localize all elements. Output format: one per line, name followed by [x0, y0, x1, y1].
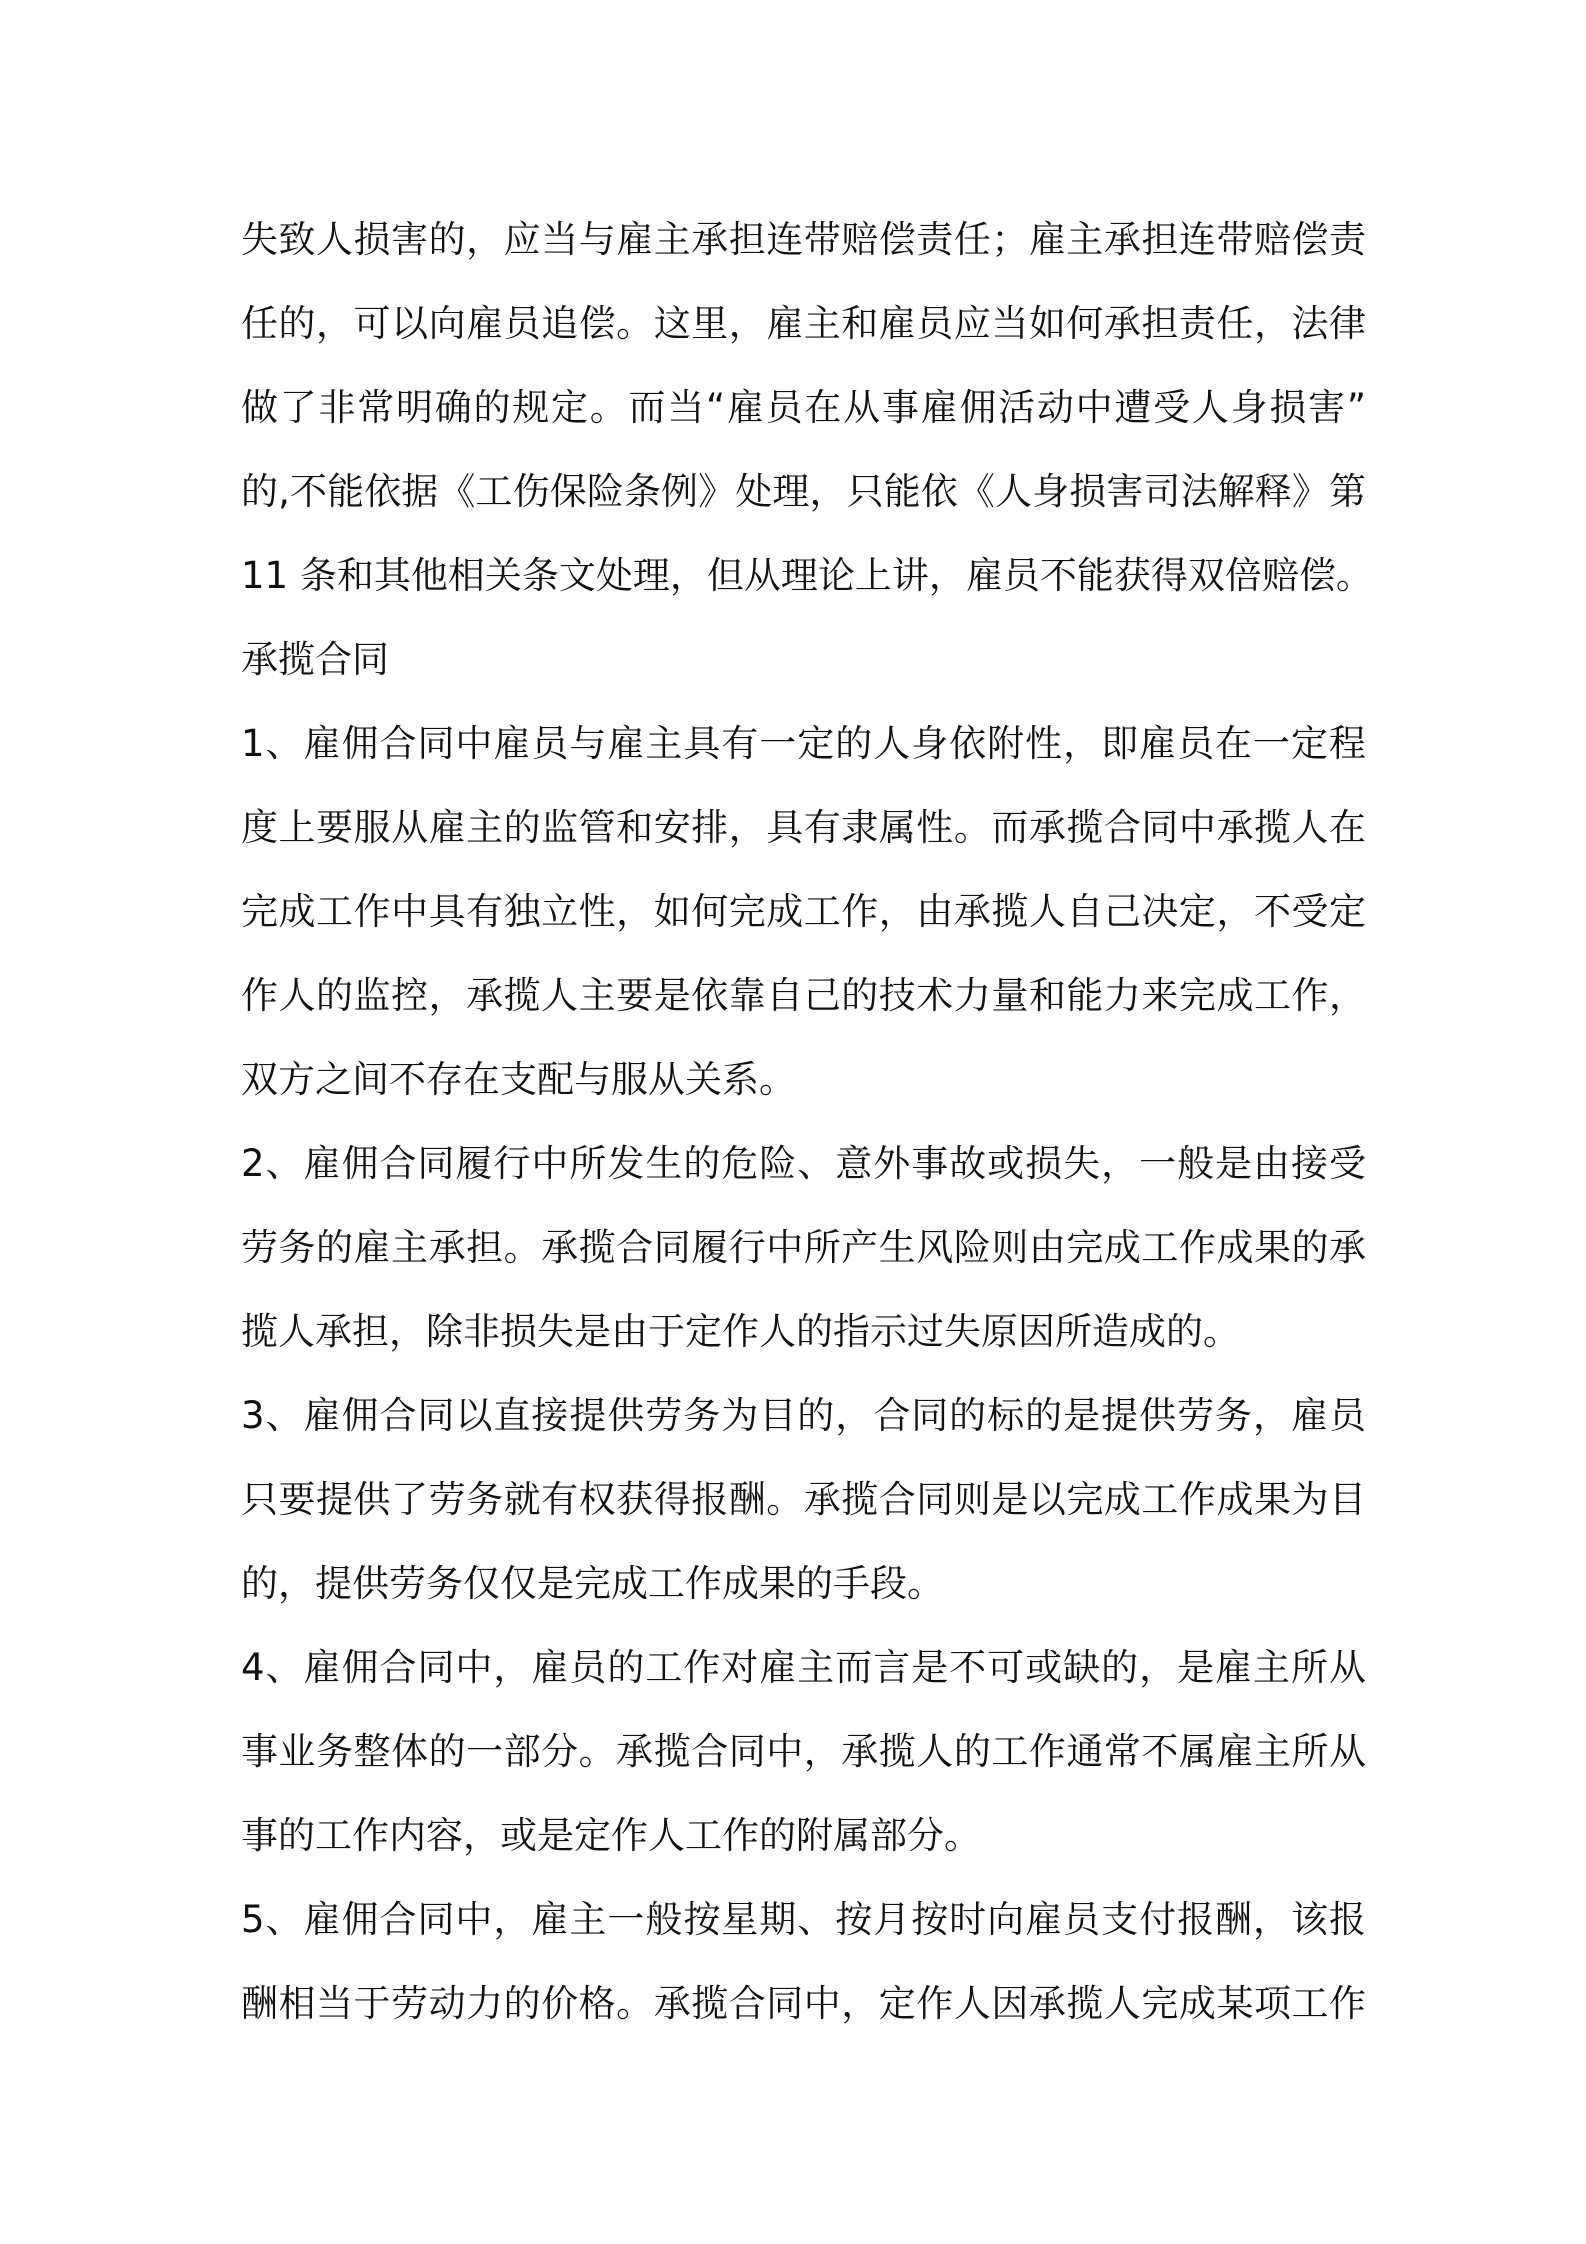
text-line: 事的工作内容，或是定作人工作的附属部分。	[241, 1814, 981, 1857]
text-line: 事业务整体的一部分。承揽合同中，承揽人的工作通常不属雇主所从	[241, 1730, 1366, 1773]
text-line: 酬相当于劳动力的价格。承揽合同中，定作人因承揽人完成某项工作	[241, 1982, 1366, 2025]
text-line: 只要提供了劳务就有权获得报酬。承揽合同则是以完成工作成果为目	[241, 1478, 1366, 1521]
point-4-paragraph	[241, 1626, 1366, 1878]
text-line: 度上要服从雇主的监管和安排，具有隶属性。而承揽合同中承揽人在	[241, 806, 1366, 849]
text-line: 的,不能依据《工伤保险条例》处理，只能依《人身损害司法解释》第	[241, 470, 1366, 513]
text-line: 11 条和其他相关条文处理，但从理论上讲，雇员不能获得双倍赔偿。	[241, 554, 1373, 597]
document-body	[241, 198, 1373, 2046]
text-line: 失致人损害的，应当与雇主承担连带赔偿责任；雇主承担连带赔偿责	[241, 218, 1366, 261]
text-line: 2、雇佣合同履行中所发生的危险、意外事故或损失，一般是由接受	[241, 1142, 1366, 1185]
text-line: 劳务的雇主承担。承揽合同履行中所产生风险则由完成工作成果的承	[241, 1226, 1366, 1269]
text-line: 完成工作中具有独立性，如何完成工作，由承揽人自己决定，不受定	[241, 890, 1366, 933]
text-line: 双方之间不存在支配与服从关系。	[241, 1058, 796, 1101]
text-line: 做了非常明确的规定。而当“雇员在从事雇佣活动中遭受人身损害”	[241, 386, 1366, 429]
text-line: 任的，可以向雇员追偿。这里，雇主和雇员应当如何承担责任，法律	[241, 302, 1366, 345]
text-line: 揽人承担，除非损失是由于定作人的指示过失原因所造成的。	[241, 1310, 1240, 1353]
point-3-paragraph	[241, 1374, 1366, 1626]
text-line: 1、雇佣合同中雇员与雇主具有一定的人身依附性，即雇员在一定程	[241, 722, 1366, 765]
point-2-paragraph	[241, 1122, 1366, 1374]
point-1-paragraph	[241, 702, 1366, 1122]
text-line: 的，提供劳务仅仅是完成工作成果的手段。	[241, 1562, 944, 1605]
text-line: 4、雇佣合同中，雇员的工作对雇主而言是不可或缺的，是雇主所从	[241, 1646, 1366, 1689]
point-5-paragraph	[241, 1878, 1366, 2046]
section-title: 承揽合同	[241, 638, 389, 681]
text-line: 5、雇佣合同中，雇主一般按星期、按月按时向雇员支付报酬，该报	[241, 1898, 1366, 1941]
text-line: 作人的监控，承揽人主要是依靠自己的技术力量和能力来完成工作，	[241, 974, 1366, 1017]
intro-paragraph	[241, 198, 1373, 618]
text-line: 3、雇佣合同以直接提供劳务为目的，合同的标的是提供劳务，雇员	[241, 1394, 1366, 1437]
